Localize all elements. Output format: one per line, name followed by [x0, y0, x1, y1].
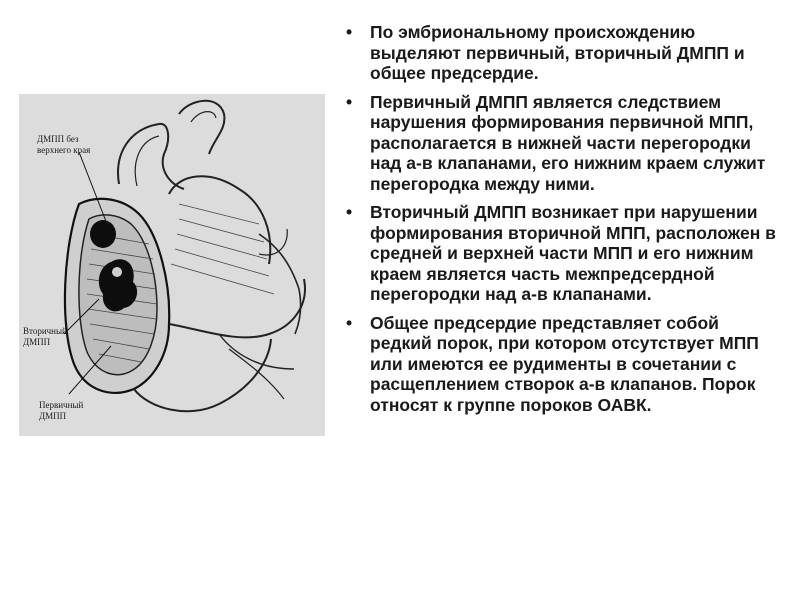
bullet-dot: • [346, 22, 353, 42]
heart-illustration [19, 94, 325, 436]
label-secondary-defect: Вторичный ДМПП [23, 326, 67, 347]
bullet-text: Общее предсердие представляет собой редкий порок, при котором отсутствует МПП или имеются ее рудименты в сочетании с расщеплением створок а-в клапанов. Порок относят к группе пороков ОАВК. [370, 312, 759, 415]
bullet-item [340, 22, 780, 84]
upper-defect [90, 220, 116, 248]
bullet-list [340, 22, 780, 423]
bullet-item [340, 202, 780, 305]
bullet-dot: • [346, 312, 353, 333]
bullet-text: По эмбриональному происхождению выделяют первичный, вторичный ДМПП и общее предсердие. [370, 22, 745, 83]
bullet-item [340, 313, 780, 416]
label-defect-without-upper-edge: ДМПП без верхнего края [37, 134, 91, 155]
label-primary-defect: Первичный ДМПП [39, 400, 84, 421]
bullet-dot: • [346, 91, 353, 112]
secondary-defect [99, 259, 137, 311]
bullet-text: Вторичный ДМПП возникает при нарушении формирования вторичной МПП, расположен в средней и верхней части МПП и его нижним краем является часть межпредсердной перегородки над а-в клапанами. [370, 202, 776, 304]
bullet-item [340, 92, 780, 195]
bullet-text: Первичный ДМПП является следствием нарушения формирования первичной МПП, располагается в нижней части перегородки над а-в клапанами, его нижним краем служит перегородка между ними. [370, 91, 766, 194]
bullet-dot: • [346, 202, 353, 222]
